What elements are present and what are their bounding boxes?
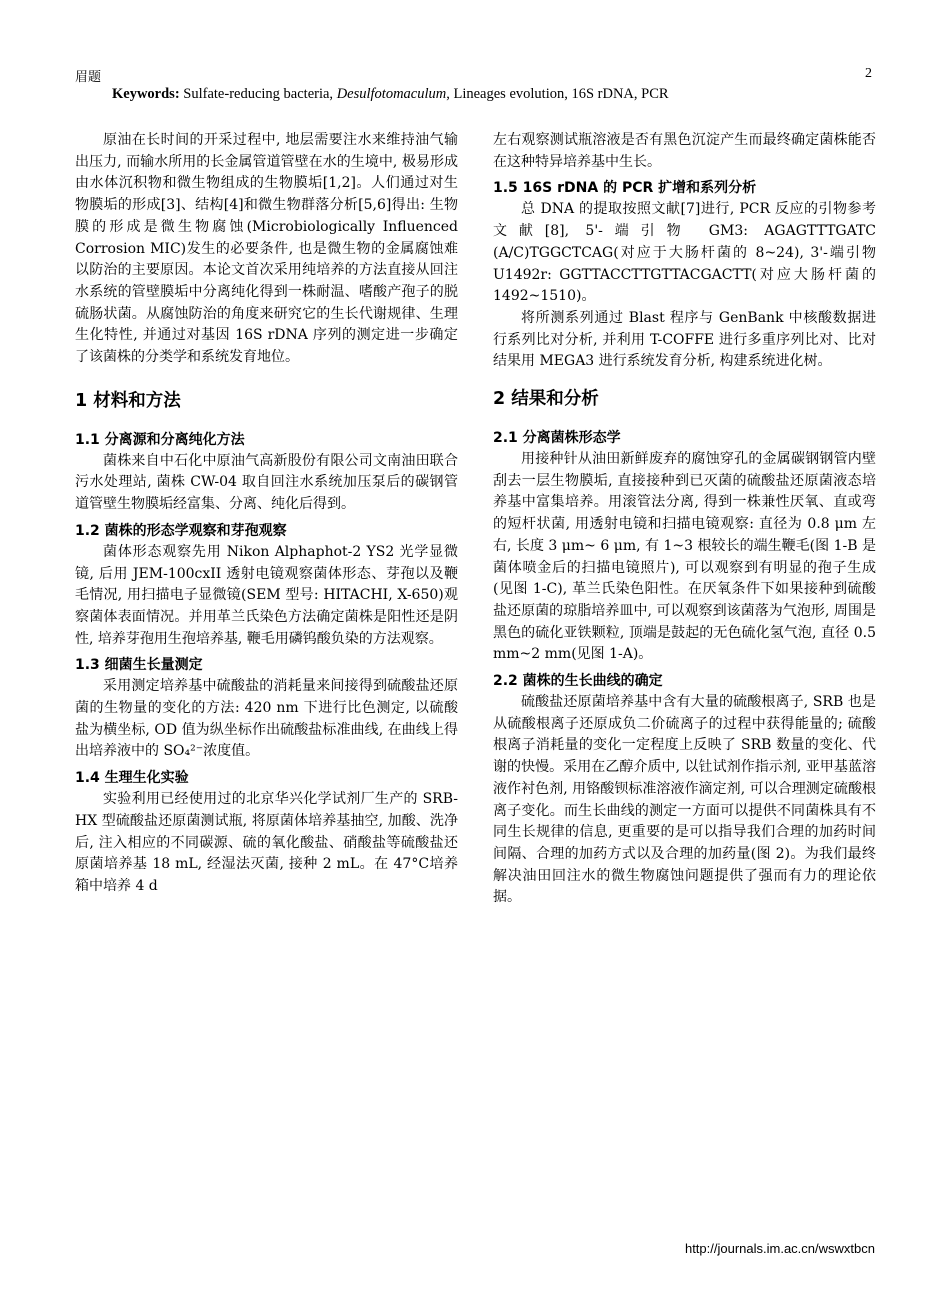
subsection-1-2-heading: 1.2 菌株的形态学观察和芽孢观察 (75, 522, 287, 539)
subsection-1-1-paragraph: 菌株来自中石化中原油气高新股份有限公司文南油田联合污水处理站, 菌株 CW-04 取自回注水系统加压泵后的碳钢管道管壁生物膜垢经富集、分离、纯化后得到。 (75, 452, 458, 513)
subsection-1-4-paragraph: 实验利用已经使用过的北京华兴化学试剂厂生产的 SRB-HX 型硫酸盐还原菌测试瓶, 将原菌体培养基抽空, 加酸、洗净后, 注入相应的不同碳源、硫的氧化酸盐、硝酸盐等硫酸盐还原菌培养基 18 mL, 经湿法灭菌, 接种 2 mL。在 47°C培养箱中培养 4 d (75, 791, 458, 894)
page-number: 2 (865, 66, 872, 81)
subsection-1-1-heading: 1.1 分离源和分离纯化方法 (75, 431, 245, 448)
left-column (75, 130, 458, 898)
subsection-1-3-paragraph: 采用测定培养基中硫酸盐的消耗量来间接得到硫酸盐还原菌的生物量的变化的方法: 420 nm 下进行比色测定, 以硫酸盐为横坐标, OD 值为纵坐标作出硫酸盐标准曲线, 在曲线上得出培养液中的 SO₄²⁻浓度值。 (75, 678, 458, 760)
subsection-1-5-paragraph-2: 将所测系列通过 Blast 程序与 GenBank 中核酸数据进行系列比对分析, 并利用 T-COFFE 进行多重序列比对、比对结果用 MEGA3 进行系统发育分析, 构建系统进化树。 (493, 309, 876, 370)
intro-paragraph: 原油在长时间的开采过程中, 地层需要注水来维持油气输出压力, 而输水所用的长金属管道管壁在水的生境中, 极易形成由水体沉积物和微生物组成的生物膜垢[1,2]。人们通过对生物膜垢的形成[3]、结构[4]和微生物群落分析[5,6]得出: 生物膜的形成是微生物腐蚀(Microbiologically Influenced Corrosion MIC)发生的必要条件, 也是微生物的金属腐蚀难以防治的主要原因。本论文首次采用纯培养的方法直接从回注水系统的管壁膜垢中分离纯化得到一株耐温、嗜酸产孢子的脱硫肠状菌。从腐蚀防治的角度来研究它的生长代谢规律、生理生化特性, 并通过对基因 16S rDNA 序列的测定进一步确定了该菌株的分类学和系统发育地位。 (75, 132, 458, 366)
right-column (493, 130, 876, 909)
subsection-1-5-paragraph-1: 总 DNA 的提取按照文献[7]进行, PCR 反应的引物参考文献[8], 5'-端引物 GM3: AGAGTTTGATC (A/C)TGGCTCAG(对应于大肠杆菌的 8~24), 3'-端引物 U1492r: GGTTACCTTGTTACGACTT(对应大肠杆菌的 1492~1510)。 (493, 201, 876, 305)
keywords-label: Keywords: (112, 86, 180, 102)
journal-url: http://journals.im.ac.cn/wswxtbcn (684, 1241, 875, 1256)
running-title: 眉题 (75, 69, 102, 84)
section-1-heading: 1 材料和方法 (75, 390, 181, 411)
subsection-2-1-paragraph: 用接种针从油田新鲜废弃的腐蚀穿孔的金属碳钢钢管内壁刮去一层生物膜垢, 直接接种到已灭菌的硫酸盐还原菌液态培养基中富集培养。用滚管法分离, 得到一株兼性厌氧、直或弯的短杆状菌, 用透射电镜和扫描电镜观察: 直径为 0.8 μm 左右, 长度 3 μm~ 6 μm, 有 1~3 根较长的端生鞭毛(图 1-B 是菌体喷金后的扫描电镜照片), 可以观察到有明显的孢子生成(见图 1-C), 革兰氏染色阳性。在厌氧条件下如果接种到硫酸盐还原菌的琼脂培养皿中, 可以观察到该菌落为气泡形, 周围是黑色的硫化亚铁颗粒, 顶端是鼓起的无色硫化氢气泡, 直径 0.5 mm~2 mm(见图 1-A)。 (493, 451, 876, 663)
subsection-1-5-heading: 1.5 16S rDNA 的 PCR 扩增和系列分析 (493, 180, 757, 197)
subsection-1-3-heading: 1.3 细菌生长量测定 (75, 657, 203, 674)
subsection-1-4-heading: 1.4 生理生化实验 (75, 770, 189, 787)
section-2-heading: 2 结果和分析 (493, 389, 599, 410)
keywords-line (112, 86, 669, 103)
keywords-italic-genus: Desulfotomaculum (336, 86, 447, 102)
subsection-2-2-heading: 2.2 菌株的生长曲线的确定 (493, 673, 663, 690)
subsection-2-2-paragraph: 硫酸盐还原菌培养基中含有大量的硫酸根离子, SRB 也是从硫酸根离子还原成负二价硫离子的过程中获得能量的; 硫酸根离子消耗量的变化一定程度上反映了 SRB 数量的变化、代谢的快慢。采用在乙醇介质中, 以钍试剂作指示剂, 亚甲基蓝溶液作衬色剂, 用铬酸钡标准溶液作滴定剂, 可以合理测定硫酸根离子变化。而生长曲线的测定一方面可以提供不同菌株具有不同生长规律的信息, 更重要的是可以指导我们合理的加药时间间隔、合理的加药方式以及合理的加药量(图 2)。为我们最终解决油田回注水的微生物腐蚀问题提供了强而有力的理论依据。 (493, 694, 876, 906)
subsection-2-1-heading: 2.1 分离菌株形态学 (493, 430, 621, 447)
keywords-text-b: , Lineages evolution, 16S rDNA, PCR (446, 86, 669, 102)
keywords-text-a: Sulfate-reducing bacteria, (179, 86, 337, 102)
subsection-1-2-paragraph: 菌体形态观察先用 Nikon Alphaphot-2 YS2 光学显微镜, 后用 JEM-100cxII 透射电镜观察菌体形态、芽孢以及鞭毛情况, 用扫描电子显微镜(SEM 型号: HITACHI, X-650)观察菌体表面情况。并用革兰氏染色方法确定菌株是阳性还是阴性, 培养芽孢用生孢培养基, 鞭毛用磷钨酸负染的方法观察。 (75, 543, 458, 647)
subsection-1-4-continuation: 左右观察测试瓶溶液是否有黑色沉淀产生而最终确定菌株能否在这种特异培养基中生长。 (493, 132, 876, 170)
